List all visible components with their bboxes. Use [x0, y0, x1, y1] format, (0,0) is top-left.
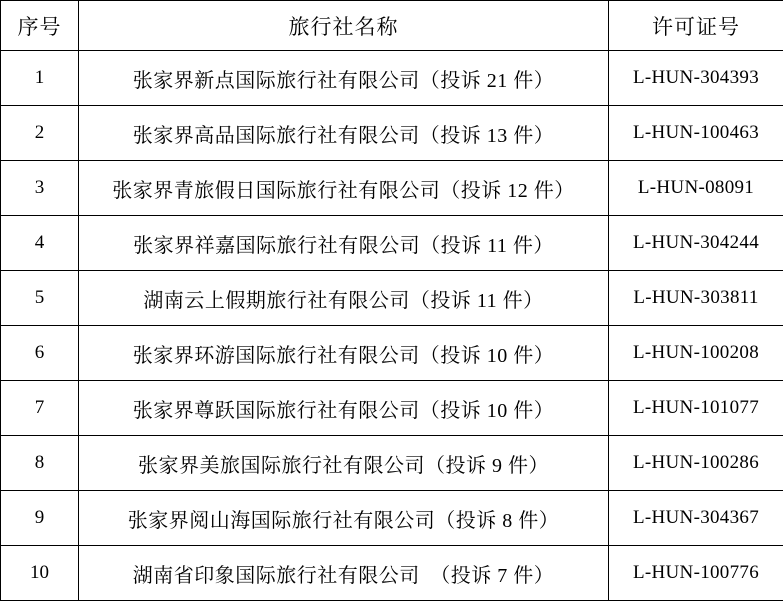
agency-name: 张家界阅山海国际旅行社有限公司（投诉 8 件） [79, 491, 609, 546]
license-number: L-HUN-100208 [609, 326, 783, 381]
table-header [1, 1, 783, 51]
row-index: 1 [1, 51, 79, 106]
agency-name: 湖南云上假期旅行社有限公司（投诉 11 件） [79, 271, 609, 326]
header-row [1, 1, 783, 51]
table-row [1, 546, 783, 601]
agency-name: 张家界青旅假日国际旅行社有限公司（投诉 12 件） [79, 161, 609, 216]
agency-name: 张家界环游国际旅行社有限公司（投诉 10 件） [79, 326, 609, 381]
license-number: L-HUN-304367 [609, 491, 783, 546]
license-number: L-HUN-101077 [609, 381, 783, 436]
agency-name: 张家界尊跃国际旅行社有限公司（投诉 10 件） [79, 381, 609, 436]
license-number: L-HUN-304244 [609, 216, 783, 271]
row-index: 4 [1, 216, 79, 271]
agency-name: 湖南省印象国际旅行社有限公司 （投诉 7 件） [79, 546, 609, 601]
agency-name: 张家界美旅国际旅行社有限公司（投诉 9 件） [79, 436, 609, 491]
row-index: 8 [1, 436, 79, 491]
table-row [1, 51, 783, 106]
license-number: L-HUN-08091 [609, 161, 783, 216]
license-number: L-HUN-100463 [609, 106, 783, 161]
row-index: 5 [1, 271, 79, 326]
row-index: 7 [1, 381, 79, 436]
row-index: 10 [1, 546, 79, 601]
table-row [1, 326, 783, 381]
table-row [1, 491, 783, 546]
table-row [1, 381, 783, 436]
row-index: 9 [1, 491, 79, 546]
row-index: 2 [1, 106, 79, 161]
license-number: L-HUN-303811 [609, 271, 783, 326]
column-header-license: 许可证号 [609, 1, 783, 51]
column-header-name: 旅行社名称 [79, 1, 609, 51]
table-row [1, 271, 783, 326]
row-index: 6 [1, 326, 79, 381]
row-index: 3 [1, 161, 79, 216]
table-body [1, 51, 783, 601]
license-number: L-HUN-100776 [609, 546, 783, 601]
table-row [1, 436, 783, 491]
license-number: L-HUN-100286 [609, 436, 783, 491]
agency-name: 张家界高品国际旅行社有限公司（投诉 13 件） [79, 106, 609, 161]
column-header-index: 序号 [1, 1, 79, 51]
agency-name: 张家界祥嘉国际旅行社有限公司（投诉 11 件） [79, 216, 609, 271]
license-number: L-HUN-304393 [609, 51, 783, 106]
table-row [1, 161, 783, 216]
table-row [1, 106, 783, 161]
agency-name: 张家界新点国际旅行社有限公司（投诉 21 件） [79, 51, 609, 106]
table-row [1, 216, 783, 271]
